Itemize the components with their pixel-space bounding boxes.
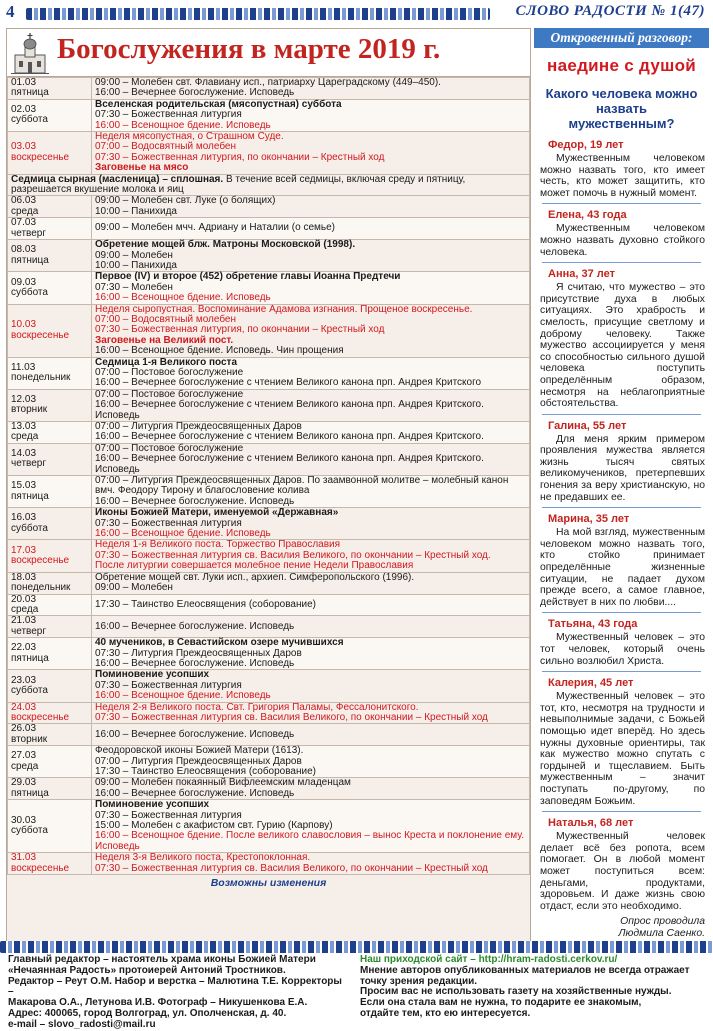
schedule-row: [8, 724, 530, 746]
conversation-title: Откровенный разговор:: [534, 28, 709, 48]
schedule-row: [8, 638, 530, 670]
schedule-row: [8, 572, 530, 594]
imprint: [0, 954, 713, 1030]
answer-divider: [542, 507, 701, 508]
service-line: 40 мучеников, в Севастийском озере мучившихся: [95, 637, 344, 649]
service-line: 07:00 – Водосвятный молебен: [95, 313, 237, 325]
schedule-services: [92, 616, 530, 638]
weekday-text: пятница: [11, 490, 49, 502]
respondent-name: Федор, 19 лет: [548, 139, 624, 151]
service-line: 16:00 – Вечернее богослужение. Исповедь: [95, 657, 295, 669]
weekday-text: суббота: [11, 825, 48, 837]
service-line: 16:00 – Вечернее богослужение. Исповедь: [95, 87, 295, 99]
date-text: 18.03: [11, 571, 37, 583]
date-text: 13.03: [11, 421, 37, 432]
schedule-row: [8, 616, 530, 638]
notice-line: отдайте тем, кто ею интересуется.: [360, 1007, 531, 1019]
notice-line: точку зрения редакции.: [360, 975, 478, 987]
respondent-name: Елена, 43 года: [548, 209, 627, 222]
notice-line: Просим вас не использовать газету на хозяйственные нужды.: [360, 986, 672, 998]
page-header: [0, 0, 713, 26]
service-line: 16:00 – Вечернее богослужение с чтением Великого канона прп. Андрея Критского: [95, 377, 482, 389]
schedule-date: [8, 853, 92, 875]
weekday-text: пятница: [11, 787, 49, 799]
schedule-row: [8, 702, 530, 724]
service-line: 07:30 – Божественная литургия: [95, 517, 242, 529]
schedule-services: [92, 218, 530, 240]
schedule-services: [92, 778, 530, 800]
schedule-table: [7, 77, 530, 875]
respondent-name: Наталья, 68 лет: [548, 817, 634, 830]
date-text: 23.03: [11, 674, 37, 686]
service-line: 09:00 – Молебен мчч. Адриану и Наталии (о семье): [95, 222, 336, 234]
date-text: 10.03: [11, 319, 37, 331]
service-line: 07:00 – Постовое богослужение: [95, 442, 244, 454]
weekday-text: суббота: [11, 286, 48, 298]
service-line: 09:00 – Молебен свт. Флавиану исп., патриарху Цареградскому (449–450).: [95, 77, 441, 88]
schedule-services: [92, 508, 530, 540]
schedule-date: [8, 638, 92, 670]
schedule-date: [8, 800, 92, 853]
respondent-name: Татьяна, 43 года: [548, 618, 638, 631]
schedule-row: [8, 778, 530, 800]
signature-line-2: Людмила Саенко.: [618, 928, 705, 940]
schedule-services: [92, 272, 530, 304]
weekday-text: суббота: [11, 114, 48, 126]
weekday-text: воскресенье: [11, 555, 70, 567]
respondent-answer: Мужественный человек – это тот человек, который очень сильно возлюбил Христа.: [540, 632, 705, 667]
service-line: 07:30 – Божественная литургия: [95, 809, 242, 821]
date-text: 07.03: [11, 217, 37, 229]
schedule-row: [8, 476, 530, 508]
notice-line: Мнение авторов опубликованных материалов не всегда отражает: [360, 964, 690, 976]
schedule-date: [8, 422, 92, 444]
date-text: 14.03: [11, 448, 37, 460]
church-icon: [11, 31, 49, 75]
imprint-right: [360, 955, 705, 1020]
schedule-services: [92, 746, 530, 778]
schedule-date: [8, 132, 92, 175]
date-text: 03.03: [11, 141, 37, 153]
service-line: 15:00 – Молебен с акафистом свт. Гурию (Карпову): [95, 820, 333, 832]
answers-list: [534, 139, 709, 912]
schedule-date: [8, 304, 92, 357]
schedule-note-cell: [8, 174, 530, 196]
schedule-services: [92, 476, 530, 508]
service-line: 07:30 – Божественная литургия, по окончании – Крестный ход: [95, 151, 385, 163]
service-line: 07:00 – Постовое богослужение: [95, 388, 244, 400]
schedule-date: [8, 99, 92, 131]
date-text: 20.03: [11, 593, 37, 605]
page-number: 4: [6, 2, 15, 21]
service-line: Феодоровской иконы Божией Матери (1613).: [95, 745, 304, 757]
schedule-note: Возможны изменения: [210, 877, 327, 890]
service-line: Первое (IV) и второе (452) обретение главы Иоанна Предтечи: [95, 271, 401, 283]
schedule-date: [8, 778, 92, 800]
note-bold: Седмица сырная (масленица) – сплошная.: [11, 173, 224, 185]
weekday-text: пятница: [11, 652, 49, 664]
schedule-date: [8, 572, 92, 594]
note-text: В течение всей седмицы, включая среду и пятницу, разрешается вкушение молока и яиц: [11, 173, 466, 196]
weekday-text: четверг: [11, 227, 46, 239]
schedule-services: [92, 800, 530, 853]
schedule-row: [8, 443, 530, 475]
schedule-date: [8, 724, 92, 746]
service-line: Неделя 3-я Великого поста, Крестопоклонная.: [95, 852, 311, 864]
schedule-date: [8, 540, 92, 572]
service-line: 07:00 – Постовое богослужение: [95, 366, 244, 378]
schedule-services: [92, 702, 530, 724]
imprint-line: Редактор – Реут О.М. Набор и верстка – Малютина Т.Е. Корректоры –: [8, 975, 342, 998]
schedule-row: [8, 422, 530, 444]
service-schedule: [6, 28, 531, 942]
respondent-answer: Для меня ярким примером проявления мужества является жизнь тысяч святых великомучеников, претерпевших гонения за веру христианскую, но не предавших ее.: [540, 433, 705, 503]
respondent-name: Марина, 35 лет: [548, 513, 630, 526]
weekday-text: суббота: [11, 684, 48, 696]
service-line: 07:30 – Божественная литургия св. Василия Великого, по окончании – Крестный ход: [95, 711, 488, 723]
schedule-date: [8, 78, 92, 100]
weekday-text: воскресенье: [11, 862, 70, 874]
service-line: Неделя 2-я Великого поста. Свт. Григория Паламы, Фессалонитского.: [95, 701, 419, 713]
schedule-services: [92, 422, 530, 444]
date-text: 17.03: [11, 544, 37, 556]
schedule-row: [8, 800, 530, 853]
weekday-text: понедельник: [11, 582, 71, 594]
respondent-answer: Мужественный человек делает всё без ропота, всем помогает. Он в любой момент может поступиться всем: деньгами, продуктами, здоровьем. И даже жизнь свою отдаст, если это необходимо.: [540, 831, 705, 912]
service-line: 09:00 – Молебен покаянный Вифлеемским младенцам: [95, 777, 351, 789]
schedule-services: [92, 78, 530, 100]
date-text: 21.03: [11, 615, 37, 627]
weekday-text: среда: [11, 603, 39, 615]
service-line: 07:30 – Божественная литургия: [95, 679, 242, 691]
schedule-row: [8, 196, 530, 218]
service-line: 07:30 – Божественная литургия: [95, 109, 242, 121]
date-text: 01.03: [11, 77, 37, 88]
schedule-date: [8, 389, 92, 421]
schedule-row: [8, 853, 530, 875]
service-line: 17:30 – Таинство Елеосвящения (соборование): [95, 766, 316, 777]
service-line: 16:00 – Вечернее богослужение с чтением Великого канона прп. Андрея Критского. Исповедь: [95, 399, 484, 421]
service-line: Седмица 1-я Великого поста: [95, 356, 238, 368]
weekday-text: четверг: [11, 458, 46, 470]
date-text: 31.03: [11, 852, 37, 864]
weekday-text: воскресенье: [11, 329, 70, 341]
imprint-line: Макарова О.А., Летунова И.В. Фотограф – Никушенкова Е.А.: [8, 997, 308, 1009]
service-line: Поминовение усопших: [95, 669, 210, 681]
schedule-row: [8, 389, 530, 421]
date-text: 12.03: [11, 393, 37, 405]
weekday-text: пятница: [11, 254, 49, 266]
service-line: 09:00 – Молебен свт. Луке (о болящих): [95, 195, 276, 207]
date-text: 27.03: [11, 750, 37, 762]
service-line: 09:00 – Молебен: [95, 249, 173, 261]
service-line: Заговенье на мясо: [95, 162, 189, 174]
schedule-services: [92, 196, 530, 218]
schedule-date: [8, 594, 92, 616]
respondent-answer: Мужественный человек – это тот, кто, несмотря на трудности и невыполнимые задачи, с Божьей помощью идет вперёд. Но здесь нужны духовные ориентиры, так как мужество можно спутать с гордыней и тщеславием. Быть мужественным – значит поступать по-другому, по заповедям Божьим.: [540, 691, 705, 807]
date-text: 30.03: [11, 814, 37, 826]
service-line: После литургии совершается молебное пение Недели Православия: [95, 560, 414, 572]
service-line: 16:00 – Всенощное бдение. Исповедь: [95, 119, 271, 131]
answer-divider: [542, 414, 701, 415]
schedule-services: [92, 572, 530, 594]
service-line: 07:30 – Литургия Преждеосвященных Даров: [95, 647, 302, 659]
service-line: 07:30 – Божественная литургия св. Василия Великого, по окончании – Крестный ход.: [95, 549, 491, 561]
footer-ornament: [0, 941, 713, 953]
weekday-text: воскресенье: [11, 151, 70, 163]
imprint-line: Адрес: 400065, город Волгоград, ул. Ополченская, д. 40.: [8, 1007, 287, 1019]
respondent-name: Галина, 55 лет: [548, 419, 627, 432]
service-line: 17:30 – Таинство Елеосвящения (соборование): [95, 598, 316, 610]
service-line: 09:00 – Молебен: [95, 582, 173, 594]
signature-line-1: Опрос проводила: [620, 916, 705, 928]
schedule-row: [8, 594, 530, 616]
schedule-services: [92, 389, 530, 421]
schedule-date: [8, 746, 92, 778]
service-line: 16:00 – Всенощное бдение. Исповедь: [95, 292, 271, 304]
date-text: 09.03: [11, 276, 37, 288]
respondent-answer: Мужественным человеком можно назвать того, кто имеет честь, кто может защитить, кто может помочь в нужный момент.: [540, 153, 705, 199]
service-line: Иконы Божией Матери, именуемой «Державная»: [95, 507, 339, 519]
date-text: 24.03: [11, 701, 37, 713]
schedule-services: [92, 240, 530, 272]
schedule-date: [8, 702, 92, 724]
respondent-name: Анна, 37 лет: [548, 268, 615, 281]
date-text: 06.03: [11, 195, 37, 207]
schedule-date: [8, 616, 92, 638]
service-line: 16:00 – Всенощное бдение. Исповедь. Чин прощения: [95, 345, 344, 357]
schedule-services: [92, 638, 530, 670]
schedule-title-row: [7, 29, 530, 77]
date-text: 15.03: [11, 480, 37, 492]
service-line: 16:00 – Всенощное бдение. После великого славословия – вынос Креста и поклонение ему. Исповедь: [95, 830, 525, 852]
service-line: 10:00 – Панихида: [95, 205, 177, 217]
respondent-answer: Мужественным человеком можно назвать духовно стойкого человека.: [540, 223, 705, 258]
date-text: 22.03: [11, 642, 37, 654]
weekday-text: четверг: [11, 625, 46, 637]
schedule-row: [8, 218, 530, 240]
schedule-services: [92, 99, 530, 131]
date-text: 11.03: [11, 361, 36, 373]
schedule-date: [8, 357, 92, 389]
schedule-row: [8, 304, 530, 357]
service-line: Неделя мясопустная, о Страшном Суде.: [95, 131, 284, 143]
service-line: Поминовение усопших: [95, 799, 210, 811]
header-ornament: [26, 8, 490, 20]
schedule-row: [8, 540, 530, 572]
respondent-answer: На мой взгляд, мужественным человеком можно назвать того, кто стойко принимает определённые жизненные ситуации, не падает духом прежде всего, а самое главное, действует в них по любви....: [540, 527, 705, 608]
service-line: Неделя сыропустная. Воспоминание Адамова изгнания. Прощеное воскресенье.: [95, 303, 473, 315]
service-line: Обретение мощей блж. Матроны Московской (1998).: [95, 239, 356, 251]
service-line: Неделя 1-я Великого поста. Торжество Православия: [95, 539, 341, 551]
imprint-line: Главный редактор – настоятель храма иконы Божией Матери: [8, 954, 316, 965]
respondent-name: Калерия, 45 лет: [548, 677, 634, 690]
schedule-row: [8, 78, 530, 100]
imprint-line: «Нечаянная Радость» протоиерей Антоний Тростников.: [8, 964, 286, 976]
service-line: 16:00 – Вечернее богослужение. Исповедь: [95, 787, 295, 799]
weekday-text: среда: [11, 205, 39, 217]
answer-divider: [542, 811, 701, 812]
schedule-row: [8, 99, 530, 131]
answer-divider: [542, 203, 701, 204]
schedule-services: [92, 540, 530, 572]
conversation-question: Какого человека можно назвать мужественным?: [545, 86, 698, 131]
service-line: 16:00 – Вечернее богослужение. Исповедь: [95, 620, 295, 632]
schedule-date: [8, 240, 92, 272]
schedule-date: [8, 476, 92, 508]
weekday-text: суббота: [11, 522, 48, 534]
schedule-row: [8, 670, 530, 702]
schedule-row: [8, 272, 530, 304]
schedule-services: [92, 594, 530, 616]
service-line: 07:00 – Литургия Преждеосвященных Даров: [95, 755, 302, 767]
schedule-date: [8, 218, 92, 240]
respondent-answer: Я считаю, что мужество – это присутствие духа в любых ситуациях. Это храбрость и смелость, присущие светлому и доброму человеку. Также мужество ассоциируется у меня со способностью сильного душой человека поступить определённым образом, несмотря на неблагоприятные обстоятельства.: [540, 282, 705, 410]
service-line: 16:00 – Вечернее богослужение. Исповедь: [95, 495, 295, 507]
schedule-services: [92, 724, 530, 746]
weekday-text: воскресенье: [11, 711, 70, 723]
weekday-text: среда: [11, 760, 39, 772]
service-line: Вселенская родительская (мясопустная) суббота: [95, 98, 342, 110]
date-text: 29.03: [11, 777, 37, 789]
date-text: 16.03: [11, 512, 37, 524]
newspaper-title: СЛОВО РАДОСТИ № 1(47): [515, 3, 705, 19]
service-line: 16:00 – Вечернее богослужение. Исповедь: [95, 728, 295, 740]
conversation-column: [534, 28, 709, 938]
schedule-services: [92, 443, 530, 475]
date-text: 26.03: [11, 723, 37, 735]
schedule-row: [8, 508, 530, 540]
weekday-text: пятница: [11, 87, 49, 99]
answer-divider: [542, 671, 701, 672]
notice-line: Если она стала вам не нужна, то подарите ее знакомым,: [360, 997, 642, 1009]
schedule-services: [92, 853, 530, 875]
date-text: 02.03: [11, 104, 37, 116]
service-line: 16:00 – Всенощное бдение. Исповедь: [95, 690, 271, 702]
service-line: 16:00 – Вечернее богослужение с чтением Великого канона прп. Андрея Критского.: [95, 431, 484, 443]
service-line: 16:00 – Всенощное бдение. Исповедь: [95, 528, 271, 540]
conversation-subtitle: наедине с душой: [547, 56, 696, 75]
service-line: Заговенье на Великий пост.: [95, 334, 234, 346]
service-line: 07:30 – Молебен: [95, 281, 173, 293]
schedule-row: [8, 746, 530, 778]
survey-signature: [534, 916, 709, 940]
schedule-row: [8, 132, 530, 175]
schedule-date: [8, 272, 92, 304]
service-line: 16:00 – Вечернее богослужение с чтением Великого канона прп. Андрея Критского. Исповедь: [95, 453, 484, 475]
service-line: Обретение мощей свт. Луки исп., архиеп. Симферопольского (1996).: [95, 571, 415, 583]
schedule-services: [92, 304, 530, 357]
service-line: 10:00 – Панихида: [95, 259, 177, 271]
imprint-line: e-mail – slovo_radosti@mail.ru: [8, 1018, 156, 1030]
weekday-text: среда: [11, 431, 39, 443]
schedule-services: [92, 670, 530, 702]
schedule-services: [92, 132, 530, 175]
parish-site-link[interactable]: Наш приходской сайт – http://hram-radosti.cerkov.ru/: [360, 954, 618, 965]
service-line: 07:00 – Литургия Преждеосвященных Даров. По заамвонной молитве – молебный канон вмч. Феодору Тирону и благословение колива: [95, 475, 509, 497]
schedule-title: Богослужения в марте 2019 г.: [57, 33, 441, 65]
imprint-left: [8, 955, 348, 1031]
schedule-row: [8, 174, 530, 196]
service-line: 07:30 – Божественная литургия, по окончании – Крестный ход: [95, 324, 385, 336]
answer-divider: [542, 612, 701, 613]
service-line: 07:30 – Божественная литургия св. Василия Великого, по окончании – Крестный ход: [95, 862, 488, 874]
weekday-text: вторник: [11, 404, 48, 416]
schedule-row: [8, 357, 530, 389]
schedule-date: [8, 443, 92, 475]
service-line: 07:00 – Литургия Преждеосвященных Даров: [95, 421, 302, 432]
weekday-text: понедельник: [11, 372, 71, 384]
schedule-services: [92, 357, 530, 389]
weekday-text: вторник: [11, 733, 48, 745]
schedule-date: [8, 196, 92, 218]
date-text: 08.03: [11, 244, 37, 256]
schedule-date: [8, 508, 92, 540]
schedule-row: [8, 240, 530, 272]
schedule-date: [8, 670, 92, 702]
answer-divider: [542, 262, 701, 263]
service-line: 07:00 – Водосвятный молебен: [95, 141, 237, 153]
